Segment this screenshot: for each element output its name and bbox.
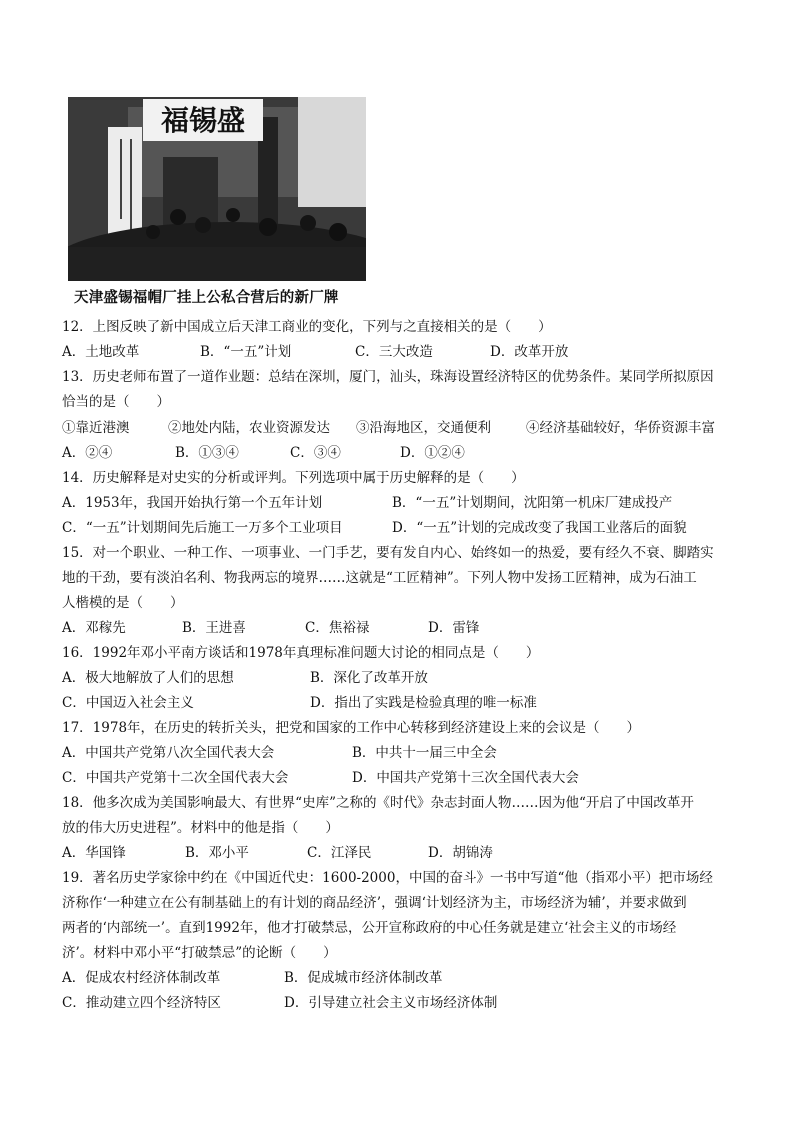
q18-option-a: A．华国锋 — [62, 845, 126, 861]
q13-item-3: ③沿海地区，交通便利 — [356, 420, 491, 436]
q13-item-4: ④经济基础较好，华侨资源丰富 — [526, 420, 715, 436]
q13-item-1: ①靠近港澳 — [62, 420, 130, 436]
q12-option-a: A．土地改革 — [62, 344, 140, 360]
q19-option-d: D．引导建立社会主义市场经济体制 — [284, 995, 498, 1011]
q13-option-a: A．②④ — [62, 445, 113, 461]
question-17-stem: 17．1978年，在历史的转折关头，把党和国家的工作中心转移到经济建设上来的会议是（ ） — [62, 720, 641, 736]
question-16-stem: 16．1992年邓小平南方谈话和1978年真理标准问题大讨论的相同点是（ ） — [62, 645, 540, 661]
q16-option-d: D．指出了实践是检验真理的唯一标准 — [310, 695, 537, 711]
question-15-stem-line3: 人楷模的是（ ） — [62, 595, 184, 611]
q15-option-d: D．雷锋 — [428, 620, 480, 636]
q18-option-b: B．邓小平 — [185, 845, 249, 861]
question-15-stem-line2: 地的干劲，要有淡泊名利、物我两忘的境界……这就是“工匠精神”。下列人物中发扬工匠精神，成为石油工 — [62, 570, 697, 586]
question-19-stem-line2: 济称作‘一种建立在公有制基础上的有计划的商品经济’，强调‘计划经济为主，市场经济为辅’，并要求做到 — [62, 895, 687, 911]
question-18-stem-line2: 放的伟大历史进程”。材料中的他是指（ ） — [62, 820, 339, 836]
q19-option-b: B．促成城市经济体制改革 — [284, 970, 443, 986]
sign-text: 福锡盛 — [160, 104, 246, 137]
q17-option-a: A．中国共产党第八次全国代表大会 — [62, 745, 275, 761]
q12-option-b: B．“一五”计划 — [200, 344, 292, 360]
question-18-stem-line1: 18．他多次成为美国影响最大、有世界“史库”之称的《时代》杂志封面人物……因为他“开启了中国改革开 — [62, 795, 694, 811]
q15-option-c: C．焦裕禄 — [305, 620, 370, 636]
question-19-stem-line1: 19．著名历史学家徐中约在《中国近代史：1600-2000，中国的奋斗》一书中写道“他（指邓小平）把市场经 — [62, 870, 713, 886]
q13-option-c: C．③④ — [290, 445, 341, 461]
question-13-stem-line2: 恰当的是（ ） — [62, 394, 170, 410]
q14-option-a: A．1953年，我国开始执行第一个五年计划 — [62, 495, 323, 511]
question-13-stem-line1: 13．历史老师布置了一道作业题：总结在深圳，厦门，汕头，珠海设置经济特区的优势条件。某同学所拟原因 — [62, 369, 714, 385]
question-15-stem-line1: 15．对一个职业、一种工作、一项事业、一门手艺，要有发自内心、始终如一的热爱，要有经久不衰、脚踏实 — [62, 545, 714, 561]
q14-option-d: D．“一五”计划的完成改变了我国工业落后的面貌 — [392, 520, 687, 536]
q18-option-d: D．胡锦涛 — [428, 845, 493, 861]
q14-option-b: B．“一五”计划期间，沈阳第一机床厂建成投产 — [392, 495, 673, 511]
q14-option-c: C．“一五”计划期间先后施工一万多个工业项目 — [62, 520, 343, 536]
question-12-stem: 12．上图反映了新中国成立后天津工商业的变化，下列与之直接相关的是（ ） — [62, 319, 552, 335]
q17-option-d: D．中国共产党第十三次全国代表大会 — [352, 770, 579, 786]
q16-option-a: A．极大地解放了人们的思想 — [62, 670, 234, 686]
q16-option-b: B．深化了改革开放 — [310, 670, 428, 686]
question-14-stem: 14．历史解释是对史实的分析或评判。下列选项中属于历史解释的是（ ） — [62, 470, 525, 486]
q15-option-a: A．邓稼先 — [62, 620, 126, 636]
q18-option-c: C．江泽民 — [307, 845, 372, 861]
q12-option-c: C．三大改造 — [355, 344, 433, 360]
q15-option-b: B．王进喜 — [182, 620, 246, 636]
q17-option-c: C．中国共产党第十二次全国代表大会 — [62, 770, 289, 786]
figure-caption: 天津盛锡福帽厂挂上公私合营后的新厂牌 — [74, 290, 339, 306]
q12-option-d: D．改革开放 — [490, 344, 569, 360]
historical-photo — [68, 97, 366, 281]
q13-option-d: D．①②④ — [400, 445, 465, 461]
q19-option-c: C．推动建立四个经济特区 — [62, 995, 221, 1011]
question-19-stem-line4: 济’。材料中邓小平“打破禁忌”的论断（ ） — [62, 945, 337, 961]
q13-item-2: ②地处内陆，农业资源发达 — [168, 420, 330, 436]
q16-option-c: C．中国迈入社会主义 — [62, 695, 194, 711]
q19-option-a: A．促成农村经济体制改革 — [62, 970, 221, 986]
question-19-stem-line3: 两者的‘内部统一’。直到1992年，他才打破禁忌，公开宣称政府的中心任务就是建立‘社会主义的市场经 — [62, 920, 677, 936]
q13-option-b: B．①③④ — [175, 445, 239, 461]
q17-option-b: B．中共十一届三中全会 — [352, 745, 497, 761]
